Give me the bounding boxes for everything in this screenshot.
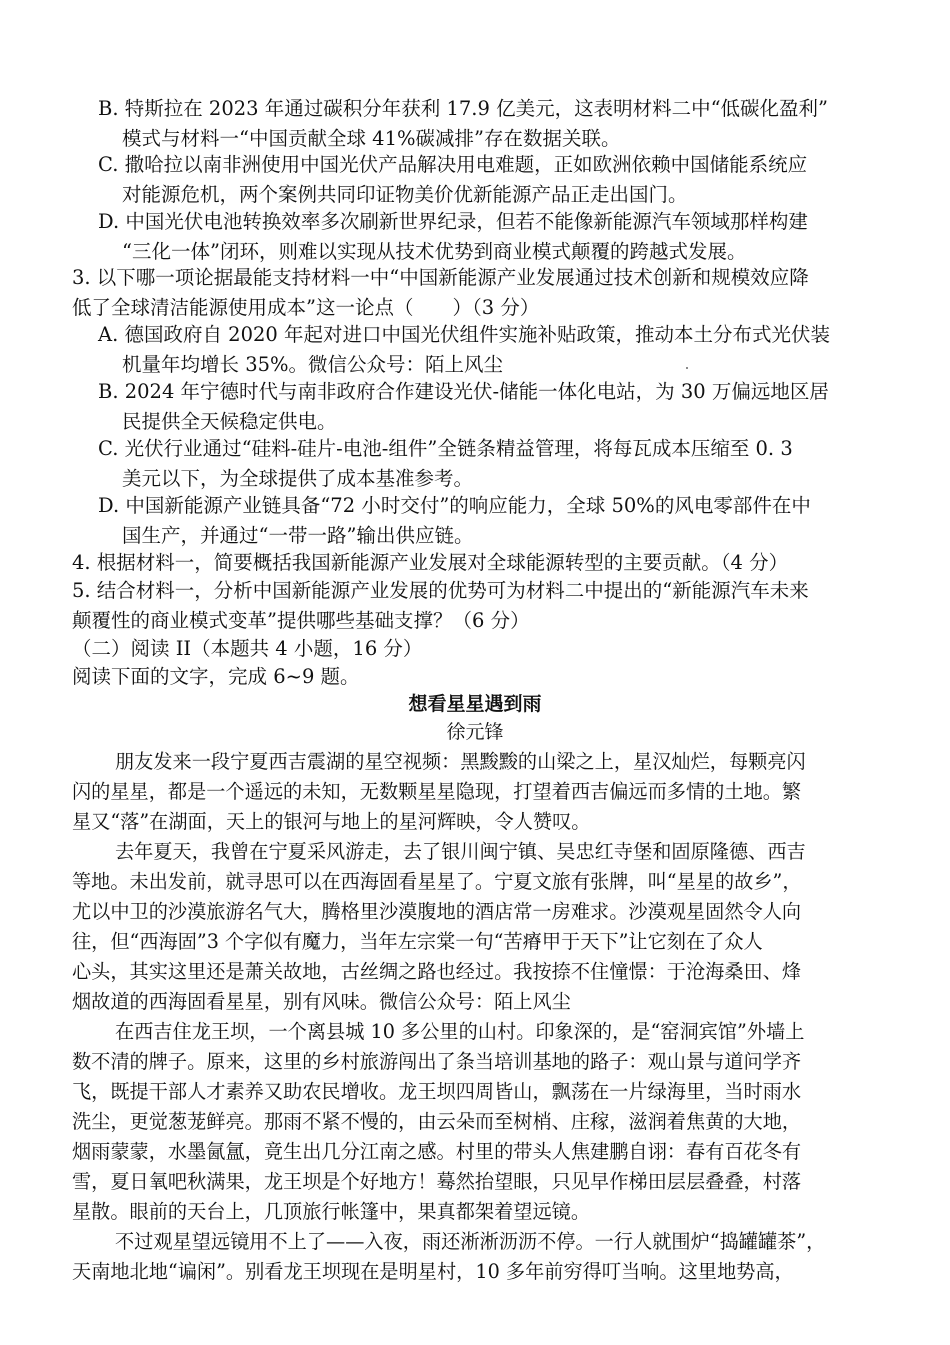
section-2-heading: （二）阅读 II（本题共 4 小题，16 分）	[72, 637, 423, 660]
q2-option-b-line2: 模式与材料一“中国贡献全球 41%碳减排”存在数据关联。	[122, 127, 621, 150]
q3-stem-line2: 低了全球清洁能源使用成本”这一论点（ ）（3 分）	[72, 296, 540, 319]
q3-option-d-line2: 国生产，并通过“一带一路”输出供应链。	[122, 524, 474, 547]
q2-option-b-line1: B. 特斯拉在 2023 年通过碳积分年获利 17.9 亿美元，这表明材料二中“低碳化盈利”	[98, 97, 829, 120]
q3-option-b-line1: B. 2024 年宁德时代与南非政府合作建设光伏-储能一体化电站，为 30 万偏远地区居	[98, 380, 829, 403]
article-paragraph-2-line-3: 尤以中卫的沙漠旅游名气大，腾格里沙漠腹地的酒店常一房难求。沙漠观星固然令人向	[72, 900, 802, 923]
article-paragraph-3-line-6: 雪，夏日氧吧秋满果，龙王坝是个好地方！蓦然抬望眼，只见早作梯田层层叠叠，村落	[72, 1170, 802, 1193]
q2-option-d-line1: D. 中国光伏电池转换效率多次刷新世界纪录，但若不能像新能源汽车领域那样构建	[98, 210, 808, 233]
article-author: 徐元锋	[446, 721, 504, 743]
q2-option-c-line1: C. 撒哈拉以南非洲使用中国光伏产品解决用电难题，正如欧洲依赖中国储能系统应	[98, 153, 808, 176]
scan-dot	[686, 367, 688, 369]
q3-option-a-line1: A. 德国政府自 2020 年起对进口中国光伏组件实施补贴政策，推动本土分布式光伏装	[98, 323, 831, 346]
article-paragraph-1-line-2: 闪的星星，都是一个遥远的未知，无数颗星星隐现，打望着西吉偏远而多情的土地。繁	[72, 780, 802, 803]
article-paragraph-2-line-6: 烟故道的西海固看星星，别有风味。微信公众号：陌上风尘	[72, 990, 571, 1013]
q5-line2: 颠覆性的商业模式变革”提供哪些基础支撑？（6 分）	[72, 609, 530, 632]
article-paragraph-2-line-4: 往，但“西海固”3 个字似有魔力，当年左宗棠一句“苦瘠甲于天下”让它刻在了众人	[72, 930, 763, 953]
article-paragraph-3-line-4: 洗尘，更觉葱茏鲜亮。那雨不紧不慢的，由云朵而至树梢、庄稼，滋润着焦黄的大地，	[72, 1110, 802, 1133]
article-paragraph-2-line-1: 去年夏天，我曾在宁夏采风游走，去了银川闽宁镇、吴忠红寺堡和固原隆德、西吉	[115, 840, 806, 863]
q4-line: 4. 根据材料一，简要概括我国新能源产业发展对全球能源转型的主要贡献。（4 分）	[72, 551, 789, 574]
article-paragraph-3-line-1: 在西吉住龙王坝，一个离县城 10 多公里的山村。印象深的，是“窑洞宾馆”外墙上	[115, 1020, 805, 1043]
section-2-instruction: 阅读下面的文字，完成 6~9 题。	[72, 665, 360, 688]
article-paragraph-1-line-1: 朋友发来一段宁夏西吉震湖的星空视频：黑黢黢的山梁之上，星汉灿烂，每颗亮闪	[115, 750, 806, 773]
q5-line1: 5. 结合材料一，分析中国新能源产业发展的优势可为材料二中提出的“新能源汽车未来	[72, 579, 809, 602]
q3-stem-line1: 3. 以下哪一项论据最能支持材料一中“中国新能源产业发展通过技术创新和规模效应降	[72, 266, 809, 289]
article-paragraph-3-line-5: 烟雨蒙蒙，水墨氤氲，竟生出几分江南之感。村里的带头人焦建鹏自诩：春有百花冬有	[72, 1140, 802, 1163]
article-paragraph-3-line-7: 星散。眼前的天台上，几顶旅行帐篷中，果真都架着望远镜。	[72, 1200, 591, 1223]
q2-option-c-line2: 对能源危机，两个案例共同印证物美价优新能源产品正走出国门。	[122, 183, 688, 206]
q3-option-a-line2: 机量年均增长 35%。微信公众号：陌上风尘	[122, 353, 504, 376]
article-paragraph-2-line-5: 心头，其实这里还是萧关故地，古丝绸之路也经过。我按捺不住憧憬：于沧海桑田、烽	[72, 960, 802, 983]
article-paragraph-4-line-1: 不过观星望远镜用不上了——入夜，雨还淅淅沥沥不停。一行人就围炉“捣罐罐茶”，	[115, 1230, 826, 1253]
article-paragraph-3-line-2: 数不清的牌子。原来，这里的乡村旅游闯出了条当培训基地的路子：观山景与道问学齐	[72, 1050, 802, 1073]
q3-option-c-line2: 美元以下，为全球提供了成本基准参考。	[122, 467, 474, 490]
article-paragraph-3-line-3: 飞，既提干部人才素养又助农民增收。龙王坝四周皆山，飘荡在一片绿海里，当时雨水	[72, 1080, 802, 1103]
article-paragraph-2-line-2: 等地。未出发前，就寻思可以在西海固看星星了。宁夏文旅有张牌，叫“星星的故乡”，	[72, 870, 802, 893]
q3-option-d-line1: D. 中国新能源产业链具备“72 小时交付”的响应能力，全球 50%的风电零部件在中	[98, 494, 811, 517]
q2-option-d-line2: “三化一体”闭环，则难以实现从技术优势到商业模式颠覆的跨越式发展。	[122, 240, 747, 263]
article-paragraph-4-line-2: 天南地北地“谝闲”。别看龙王坝现在是明星村，10 多年前穷得叮当响。这里地势高，	[72, 1260, 794, 1283]
article-paragraph-1-line-3: 星又“落”在湖面，天上的银河与地上的星河辉映，令人赞叹。	[72, 810, 591, 833]
q3-option-c-line1: C. 光伏行业通过“硅料-硅片-电池-组件”全链条精益管理，将每瓦成本压缩至 0. 3	[98, 437, 793, 460]
article-title: 想看星星遇到雨	[408, 693, 542, 715]
q3-option-b-line2: 民提供全天候稳定供电。	[122, 410, 337, 433]
